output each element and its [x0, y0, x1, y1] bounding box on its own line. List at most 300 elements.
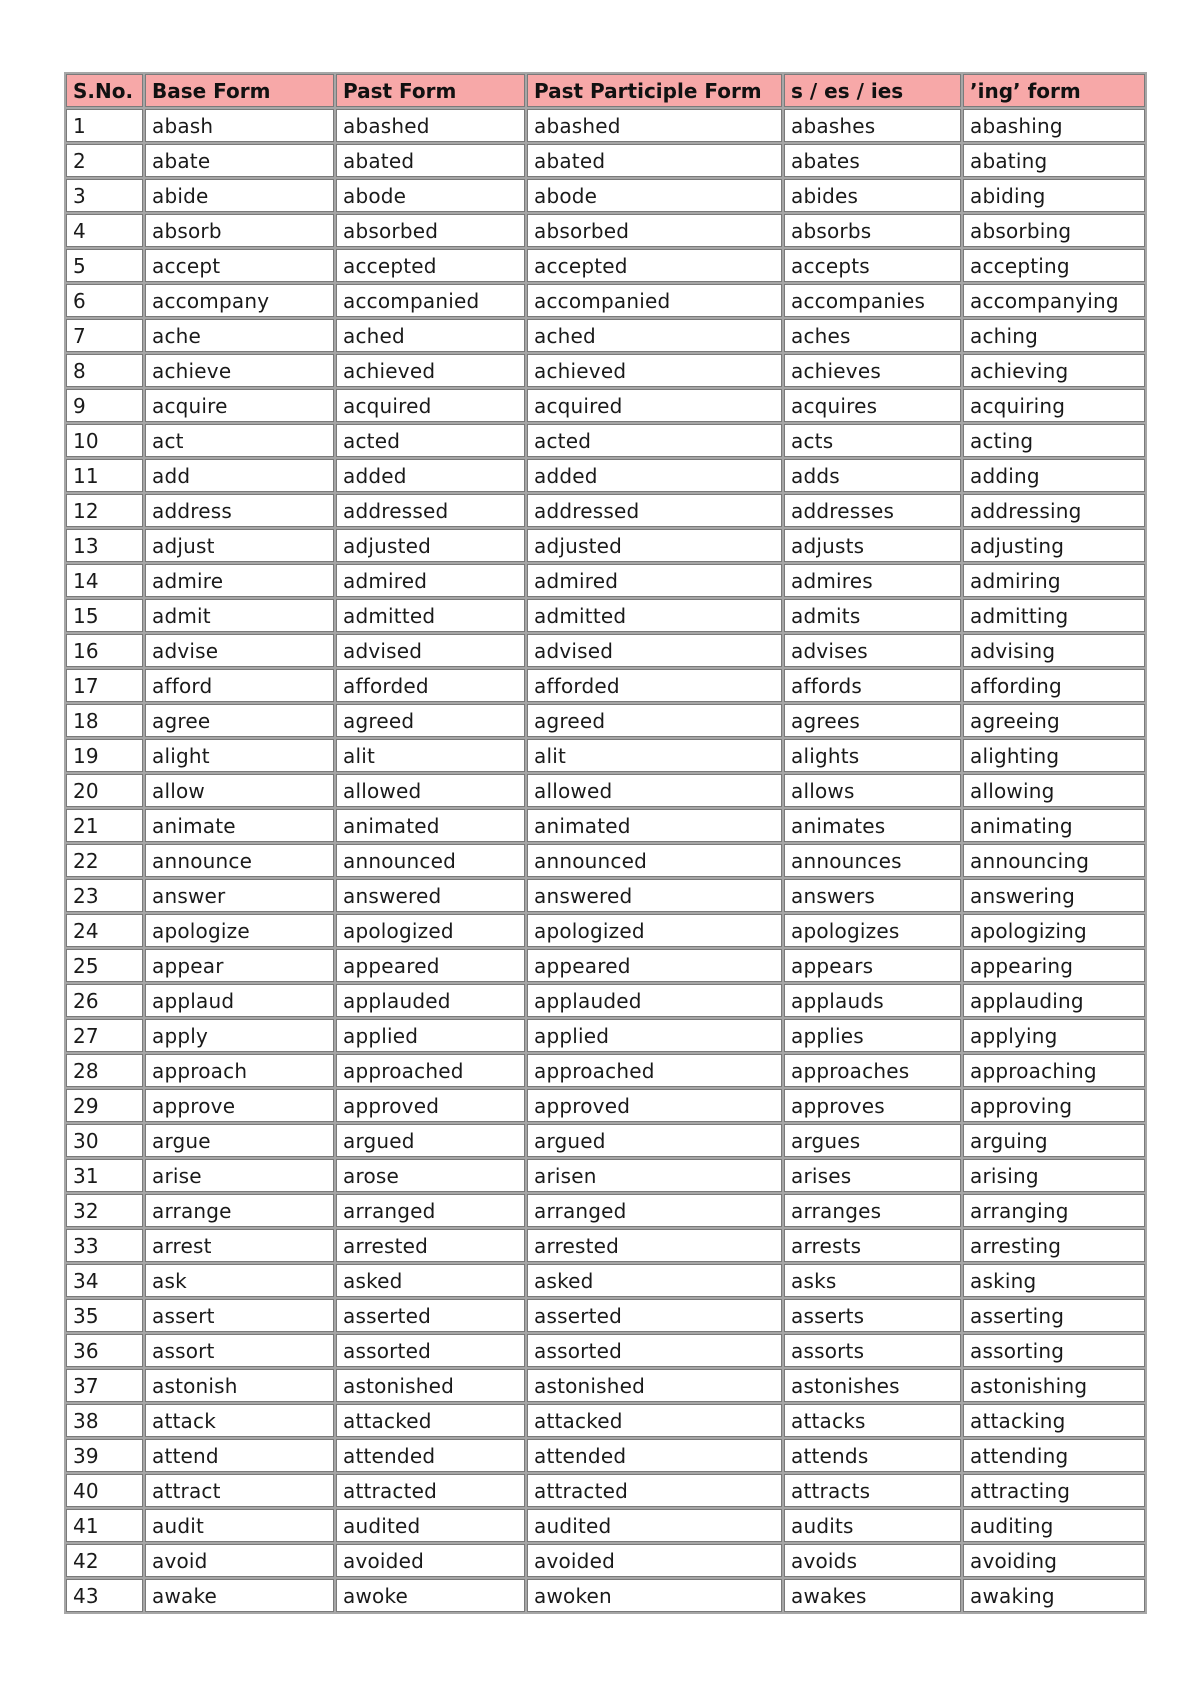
cell-s-es-ies: affords: [784, 669, 961, 702]
table-row: [66, 1124, 1145, 1157]
cell-ing-form: allowing: [963, 774, 1145, 807]
cell-ing-form: affording: [963, 669, 1145, 702]
table-row: [66, 1404, 1145, 1437]
cell-past-participle: avoided: [527, 1544, 782, 1577]
cell-sno: 5: [66, 249, 143, 282]
table-row: [66, 809, 1145, 842]
cell-past-participle: allowed: [527, 774, 782, 807]
cell-past-form: attracted: [336, 1474, 525, 1507]
cell-s-es-ies: animates: [784, 809, 961, 842]
cell-ing-form: accepting: [963, 249, 1145, 282]
cell-base-form: abide: [145, 179, 334, 212]
cell-s-es-ies: applauds: [784, 984, 961, 1017]
cell-base-form: admire: [145, 564, 334, 597]
cell-ing-form: absorbing: [963, 214, 1145, 247]
cell-past-form: afforded: [336, 669, 525, 702]
cell-past-form: answered: [336, 879, 525, 912]
cell-past-participle: applied: [527, 1019, 782, 1052]
cell-sno: 18: [66, 704, 143, 737]
cell-sno: 8: [66, 354, 143, 387]
cell-base-form: assort: [145, 1334, 334, 1367]
cell-ing-form: agreeing: [963, 704, 1145, 737]
cell-s-es-ies: asks: [784, 1264, 961, 1297]
table-row: [66, 284, 1145, 317]
cell-base-form: abate: [145, 144, 334, 177]
cell-sno: 27: [66, 1019, 143, 1052]
cell-ing-form: alighting: [963, 739, 1145, 772]
cell-ing-form: achieving: [963, 354, 1145, 387]
cell-past-form: apologized: [336, 914, 525, 947]
cell-ing-form: approaching: [963, 1054, 1145, 1087]
cell-ing-form: aching: [963, 319, 1145, 352]
cell-s-es-ies: abides: [784, 179, 961, 212]
table-row: [66, 389, 1145, 422]
cell-past-participle: awoken: [527, 1579, 782, 1612]
cell-past-form: announced: [336, 844, 525, 877]
cell-base-form: approve: [145, 1089, 334, 1122]
cell-s-es-ies: arrests: [784, 1229, 961, 1262]
cell-past-form: arose: [336, 1159, 525, 1192]
cell-base-form: argue: [145, 1124, 334, 1157]
cell-past-participle: asserted: [527, 1299, 782, 1332]
cell-past-participle: answered: [527, 879, 782, 912]
cell-past-form: absorbed: [336, 214, 525, 247]
cell-s-es-ies: acts: [784, 424, 961, 457]
cell-s-es-ies: approaches: [784, 1054, 961, 1087]
cell-s-es-ies: abates: [784, 144, 961, 177]
cell-past-participle: attacked: [527, 1404, 782, 1437]
table-row: [66, 634, 1145, 667]
cell-past-form: allowed: [336, 774, 525, 807]
cell-sno: 23: [66, 879, 143, 912]
cell-past-form: addressed: [336, 494, 525, 527]
cell-base-form: animate: [145, 809, 334, 842]
cell-base-form: add: [145, 459, 334, 492]
cell-ing-form: abiding: [963, 179, 1145, 212]
cell-past-form: animated: [336, 809, 525, 842]
cell-past-form: ached: [336, 319, 525, 352]
cell-base-form: agree: [145, 704, 334, 737]
cell-past-participle: assorted: [527, 1334, 782, 1367]
cell-past-form: accompanied: [336, 284, 525, 317]
table-row: [66, 739, 1145, 772]
cell-s-es-ies: accompanies: [784, 284, 961, 317]
cell-past-form: audited: [336, 1509, 525, 1542]
cell-sno: 32: [66, 1194, 143, 1227]
cell-base-form: announce: [145, 844, 334, 877]
cell-s-es-ies: agrees: [784, 704, 961, 737]
cell-base-form: adjust: [145, 529, 334, 562]
cell-past-participle: argued: [527, 1124, 782, 1157]
cell-sno: 4: [66, 214, 143, 247]
cell-base-form: afford: [145, 669, 334, 702]
table-row: [66, 949, 1145, 982]
cell-past-participle: adjusted: [527, 529, 782, 562]
cell-s-es-ies: awakes: [784, 1579, 961, 1612]
cell-past-form: adjusted: [336, 529, 525, 562]
cell-ing-form: accompanying: [963, 284, 1145, 317]
cell-s-es-ies: applies: [784, 1019, 961, 1052]
cell-base-form: applaud: [145, 984, 334, 1017]
cell-sno: 34: [66, 1264, 143, 1297]
cell-past-form: applauded: [336, 984, 525, 1017]
cell-base-form: allow: [145, 774, 334, 807]
table-row: [66, 984, 1145, 1017]
table-row: [66, 424, 1145, 457]
cell-ing-form: arguing: [963, 1124, 1145, 1157]
table-row: [66, 1579, 1145, 1612]
cell-sno: 33: [66, 1229, 143, 1262]
cell-ing-form: awaking: [963, 1579, 1145, 1612]
table-row: [66, 1019, 1145, 1052]
cell-base-form: answer: [145, 879, 334, 912]
cell-base-form: audit: [145, 1509, 334, 1542]
cell-ing-form: arranging: [963, 1194, 1145, 1227]
column-header-s-es-ies: s / es / ies: [784, 74, 961, 107]
cell-ing-form: assorting: [963, 1334, 1145, 1367]
cell-past-participle: attracted: [527, 1474, 782, 1507]
cell-base-form: attend: [145, 1439, 334, 1472]
cell-base-form: avoid: [145, 1544, 334, 1577]
cell-base-form: attract: [145, 1474, 334, 1507]
cell-sno: 7: [66, 319, 143, 352]
cell-past-participle: abashed: [527, 109, 782, 142]
cell-s-es-ies: admits: [784, 599, 961, 632]
cell-ing-form: animating: [963, 809, 1145, 842]
cell-past-participle: astonished: [527, 1369, 782, 1402]
table-row: [66, 564, 1145, 597]
cell-ing-form: auditing: [963, 1509, 1145, 1542]
table-row: [66, 354, 1145, 387]
cell-ing-form: abashing: [963, 109, 1145, 142]
cell-ing-form: asserting: [963, 1299, 1145, 1332]
cell-ing-form: arising: [963, 1159, 1145, 1192]
cell-past-participle: arisen: [527, 1159, 782, 1192]
cell-past-participle: approved: [527, 1089, 782, 1122]
cell-ing-form: acting: [963, 424, 1145, 457]
cell-base-form: attack: [145, 1404, 334, 1437]
table-row: [66, 319, 1145, 352]
cell-s-es-ies: accepts: [784, 249, 961, 282]
cell-base-form: arise: [145, 1159, 334, 1192]
cell-ing-form: asking: [963, 1264, 1145, 1297]
cell-s-es-ies: asserts: [784, 1299, 961, 1332]
cell-sno: 3: [66, 179, 143, 212]
cell-past-form: abated: [336, 144, 525, 177]
cell-ing-form: abating: [963, 144, 1145, 177]
cell-past-form: attacked: [336, 1404, 525, 1437]
cell-past-form: attended: [336, 1439, 525, 1472]
cell-s-es-ies: arises: [784, 1159, 961, 1192]
table-row: [66, 249, 1145, 282]
cell-past-form: abashed: [336, 109, 525, 142]
cell-past-participle: added: [527, 459, 782, 492]
cell-base-form: advise: [145, 634, 334, 667]
cell-s-es-ies: achieves: [784, 354, 961, 387]
table-row: [66, 1439, 1145, 1472]
cell-sno: 39: [66, 1439, 143, 1472]
cell-past-form: argued: [336, 1124, 525, 1157]
cell-past-form: appeared: [336, 949, 525, 982]
cell-past-participle: arrested: [527, 1229, 782, 1262]
table-row: [66, 704, 1145, 737]
table-row: [66, 599, 1145, 632]
cell-sno: 36: [66, 1334, 143, 1367]
cell-past-participle: animated: [527, 809, 782, 842]
column-header-past-participle: Past Participle Form: [527, 74, 782, 107]
cell-past-participle: admired: [527, 564, 782, 597]
cell-sno: 31: [66, 1159, 143, 1192]
cell-past-participle: addressed: [527, 494, 782, 527]
cell-past-participle: admitted: [527, 599, 782, 632]
cell-s-es-ies: arranges: [784, 1194, 961, 1227]
cell-past-participle: accompanied: [527, 284, 782, 317]
cell-past-form: added: [336, 459, 525, 492]
cell-s-es-ies: abashes: [784, 109, 961, 142]
cell-base-form: approach: [145, 1054, 334, 1087]
cell-sno: 28: [66, 1054, 143, 1087]
cell-s-es-ies: addresses: [784, 494, 961, 527]
cell-sno: 2: [66, 144, 143, 177]
cell-s-es-ies: answers: [784, 879, 961, 912]
cell-s-es-ies: advises: [784, 634, 961, 667]
cell-ing-form: attacking: [963, 1404, 1145, 1437]
table-body: [66, 109, 1145, 1612]
cell-past-form: achieved: [336, 354, 525, 387]
cell-ing-form: apologizing: [963, 914, 1145, 947]
cell-s-es-ies: apologizes: [784, 914, 961, 947]
header-row: [66, 74, 1145, 107]
table-row: [66, 109, 1145, 142]
cell-base-form: arrest: [145, 1229, 334, 1262]
cell-past-participle: approached: [527, 1054, 782, 1087]
cell-s-es-ies: appears: [784, 949, 961, 982]
cell-past-form: approved: [336, 1089, 525, 1122]
cell-sno: 11: [66, 459, 143, 492]
cell-s-es-ies: alights: [784, 739, 961, 772]
cell-base-form: accept: [145, 249, 334, 282]
cell-base-form: ask: [145, 1264, 334, 1297]
cell-ing-form: avoiding: [963, 1544, 1145, 1577]
table-row: [66, 144, 1145, 177]
table-row: [66, 459, 1145, 492]
cell-sno: 17: [66, 669, 143, 702]
cell-base-form: assert: [145, 1299, 334, 1332]
verb-forms-sheet: [64, 72, 1135, 1614]
cell-sno: 30: [66, 1124, 143, 1157]
cell-sno: 12: [66, 494, 143, 527]
cell-past-participle: agreed: [527, 704, 782, 737]
cell-past-participle: alit: [527, 739, 782, 772]
cell-sno: 21: [66, 809, 143, 842]
cell-base-form: awake: [145, 1579, 334, 1612]
cell-sno: 35: [66, 1299, 143, 1332]
cell-base-form: acquire: [145, 389, 334, 422]
cell-sno: 26: [66, 984, 143, 1017]
cell-s-es-ies: audits: [784, 1509, 961, 1542]
table-row: [66, 1159, 1145, 1192]
table-row: [66, 1474, 1145, 1507]
cell-past-form: asserted: [336, 1299, 525, 1332]
column-header-ing-form: ’ing’ form: [963, 74, 1145, 107]
cell-s-es-ies: avoids: [784, 1544, 961, 1577]
cell-s-es-ies: allows: [784, 774, 961, 807]
cell-sno: 10: [66, 424, 143, 457]
cell-ing-form: astonishing: [963, 1369, 1145, 1402]
cell-past-form: approached: [336, 1054, 525, 1087]
cell-sno: 19: [66, 739, 143, 772]
cell-sno: 14: [66, 564, 143, 597]
cell-past-participle: abated: [527, 144, 782, 177]
cell-past-form: agreed: [336, 704, 525, 737]
cell-sno: 42: [66, 1544, 143, 1577]
cell-base-form: achieve: [145, 354, 334, 387]
cell-ing-form: addressing: [963, 494, 1145, 527]
cell-past-participle: absorbed: [527, 214, 782, 247]
cell-base-form: address: [145, 494, 334, 527]
verb-forms-table: [64, 72, 1147, 1614]
cell-ing-form: announcing: [963, 844, 1145, 877]
column-header-sno: S.No.: [66, 74, 143, 107]
cell-ing-form: adjusting: [963, 529, 1145, 562]
cell-past-participle: asked: [527, 1264, 782, 1297]
cell-base-form: act: [145, 424, 334, 457]
table-row: [66, 1369, 1145, 1402]
cell-s-es-ies: acquires: [784, 389, 961, 422]
cell-sno: 20: [66, 774, 143, 807]
cell-sno: 25: [66, 949, 143, 982]
table-row: [66, 1089, 1145, 1122]
table-row: [66, 1054, 1145, 1087]
table-row: [66, 529, 1145, 562]
cell-ing-form: advising: [963, 634, 1145, 667]
cell-ing-form: answering: [963, 879, 1145, 912]
cell-base-form: apologize: [145, 914, 334, 947]
cell-sno: 38: [66, 1404, 143, 1437]
cell-ing-form: attracting: [963, 1474, 1145, 1507]
cell-sno: 40: [66, 1474, 143, 1507]
cell-past-participle: advised: [527, 634, 782, 667]
cell-sno: 41: [66, 1509, 143, 1542]
cell-past-participle: arranged: [527, 1194, 782, 1227]
cell-sno: 43: [66, 1579, 143, 1612]
cell-s-es-ies: attends: [784, 1439, 961, 1472]
table-header: [66, 74, 1145, 107]
cell-past-form: admitted: [336, 599, 525, 632]
table-row: [66, 669, 1145, 702]
cell-base-form: appear: [145, 949, 334, 982]
cell-ing-form: adding: [963, 459, 1145, 492]
cell-base-form: admit: [145, 599, 334, 632]
cell-ing-form: appearing: [963, 949, 1145, 982]
cell-ing-form: attending: [963, 1439, 1145, 1472]
cell-ing-form: acquiring: [963, 389, 1145, 422]
cell-past-form: accepted: [336, 249, 525, 282]
cell-past-form: awoke: [336, 1579, 525, 1612]
column-header-base-form: Base Form: [145, 74, 334, 107]
cell-past-participle: accepted: [527, 249, 782, 282]
cell-past-form: avoided: [336, 1544, 525, 1577]
cell-base-form: absorb: [145, 214, 334, 247]
cell-past-form: alit: [336, 739, 525, 772]
table-row: [66, 1299, 1145, 1332]
cell-ing-form: applauding: [963, 984, 1145, 1017]
cell-past-participle: achieved: [527, 354, 782, 387]
table-row: [66, 1544, 1145, 1577]
table-row: [66, 494, 1145, 527]
cell-past-participle: attended: [527, 1439, 782, 1472]
cell-past-participle: appeared: [527, 949, 782, 982]
cell-sno: 1: [66, 109, 143, 142]
table-row: [66, 844, 1145, 877]
cell-past-participle: announced: [527, 844, 782, 877]
table-row: [66, 879, 1145, 912]
cell-past-participle: ached: [527, 319, 782, 352]
cell-s-es-ies: adjusts: [784, 529, 961, 562]
cell-sno: 9: [66, 389, 143, 422]
cell-past-form: arrested: [336, 1229, 525, 1262]
cell-base-form: accompany: [145, 284, 334, 317]
cell-past-participle: abode: [527, 179, 782, 212]
table-row: [66, 1334, 1145, 1367]
cell-s-es-ies: absorbs: [784, 214, 961, 247]
cell-past-form: assorted: [336, 1334, 525, 1367]
cell-base-form: astonish: [145, 1369, 334, 1402]
column-header-past-form: Past Form: [336, 74, 525, 107]
cell-past-participle: applauded: [527, 984, 782, 1017]
cell-ing-form: approving: [963, 1089, 1145, 1122]
cell-sno: 37: [66, 1369, 143, 1402]
cell-past-form: abode: [336, 179, 525, 212]
table-row: [66, 214, 1145, 247]
cell-sno: 22: [66, 844, 143, 877]
cell-sno: 16: [66, 634, 143, 667]
cell-s-es-ies: argues: [784, 1124, 961, 1157]
cell-past-participle: audited: [527, 1509, 782, 1542]
cell-sno: 6: [66, 284, 143, 317]
cell-past-form: acquired: [336, 389, 525, 422]
cell-past-form: asked: [336, 1264, 525, 1297]
cell-ing-form: admiring: [963, 564, 1145, 597]
cell-s-es-ies: approves: [784, 1089, 961, 1122]
cell-past-form: admired: [336, 564, 525, 597]
cell-base-form: arrange: [145, 1194, 334, 1227]
cell-s-es-ies: admires: [784, 564, 961, 597]
cell-past-participle: acted: [527, 424, 782, 457]
cell-s-es-ies: announces: [784, 844, 961, 877]
table-row: [66, 1194, 1145, 1227]
cell-base-form: alight: [145, 739, 334, 772]
table-row: [66, 1229, 1145, 1262]
table-row: [66, 1264, 1145, 1297]
cell-past-form: applied: [336, 1019, 525, 1052]
cell-ing-form: applying: [963, 1019, 1145, 1052]
cell-ing-form: arresting: [963, 1229, 1145, 1262]
cell-base-form: apply: [145, 1019, 334, 1052]
cell-sno: 24: [66, 914, 143, 947]
cell-base-form: ache: [145, 319, 334, 352]
table-row: [66, 179, 1145, 212]
cell-past-participle: afforded: [527, 669, 782, 702]
cell-past-participle: apologized: [527, 914, 782, 947]
cell-s-es-ies: assorts: [784, 1334, 961, 1367]
cell-sno: 29: [66, 1089, 143, 1122]
cell-past-form: astonished: [336, 1369, 525, 1402]
cell-past-form: acted: [336, 424, 525, 457]
cell-sno: 15: [66, 599, 143, 632]
cell-past-participle: acquired: [527, 389, 782, 422]
table-row: [66, 914, 1145, 947]
